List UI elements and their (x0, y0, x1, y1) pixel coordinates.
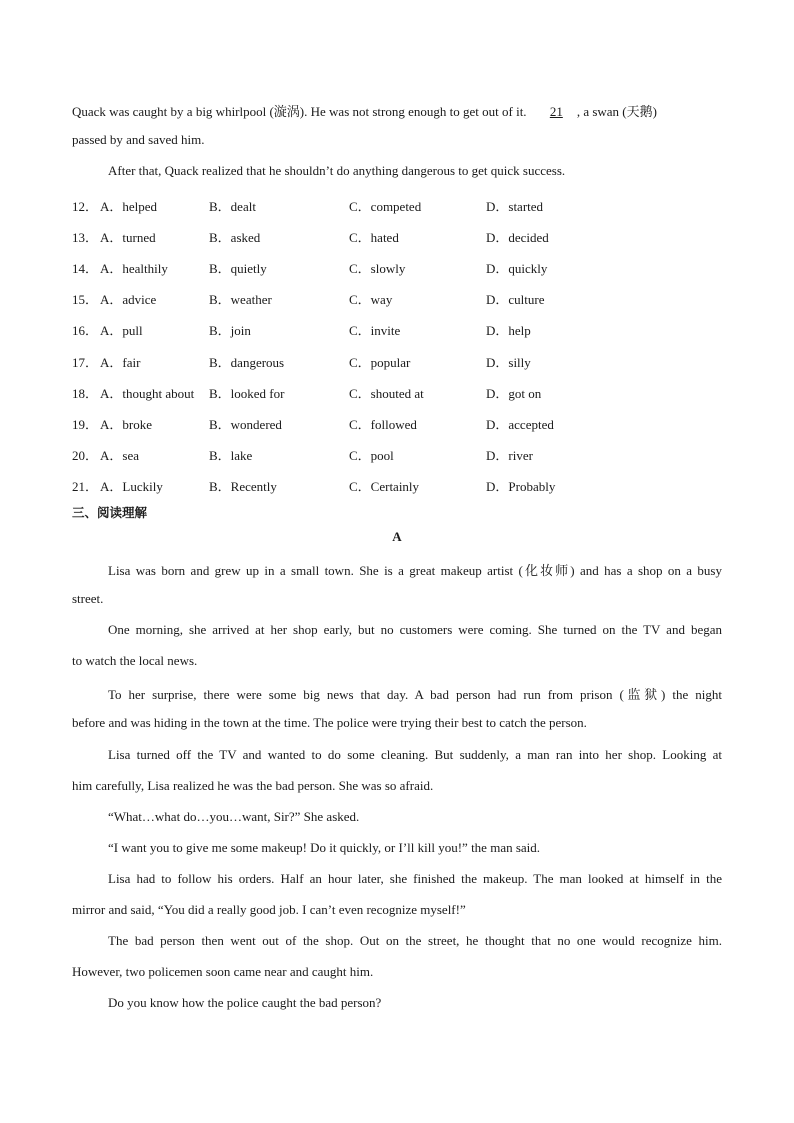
option-d: D．started (486, 199, 544, 214)
option-a: A．fair (100, 355, 141, 370)
option-c: C．followed (349, 417, 417, 432)
option-c: C．way (349, 292, 393, 307)
option-b: B．looked for (209, 386, 285, 401)
option-c: C．Certainly (349, 479, 420, 494)
paragraph-8-line-1: The bad person then went out of the shop. Out on the street, he thought that no one would recognize him. (108, 933, 722, 948)
paragraph-5: “What…what do…you…want, Sir?” She asked. (108, 809, 360, 824)
option-b: B．lake (209, 448, 253, 463)
paragraph-1-line-2: street. (72, 591, 104, 606)
paragraph-8-line-2: However, two policemen soon came near and caught him. (72, 964, 374, 979)
question-number: 15． (72, 292, 99, 307)
question-number: 18． (72, 386, 99, 401)
option-c: C．hated (349, 230, 399, 245)
story-line-3: After that, Quack realized that he shouldn’t do anything dangerous to get quick success. (108, 163, 566, 178)
option-c: C．popular (349, 355, 411, 370)
option-a: A．advice (100, 292, 157, 307)
story-line-2: passed by and saved him. (72, 132, 205, 147)
section-title: 三、阅读理解 (72, 505, 148, 520)
paragraph-4-line-2: him carefully, Lisa realized he was the bad person. She was so afraid. (72, 778, 434, 793)
option-a: A．turned (100, 230, 156, 245)
question-number: 12． (72, 199, 99, 214)
paragraph-6: “I want you to give me some makeup! Do it quickly, or I’ll kill you!” the man said. (108, 840, 541, 855)
question-number: 16． (72, 323, 99, 338)
option-d: D．got on (486, 386, 542, 401)
option-c: C．slowly (349, 261, 406, 276)
option-c: C．competed (349, 199, 422, 214)
paragraph-7-line-1: Lisa had to follow his orders. Half an hour later, she finished the makeup. The man looked at himself in the (108, 871, 722, 886)
question-number: 19． (72, 417, 99, 432)
option-c: C．invite (349, 323, 401, 338)
paragraph-2-line-1: One morning, she arrived at her shop early, but no customers were coming. She turned on the TV and began (108, 622, 722, 637)
option-a: A．pull (100, 323, 143, 338)
option-a: A．Luckily (100, 479, 163, 494)
option-b: B．dealt (209, 199, 256, 214)
story-line-1-text: Quack was caught by a big whirlpool (漩涡). He was not strong enough to get out of it. (72, 104, 527, 119)
paragraph-3-line-1: To her surprise, there were some big news that day. A bad person had run from prison (监狱) the night (108, 687, 722, 702)
question-number: 17． (72, 355, 99, 370)
option-d: D．river (486, 448, 533, 463)
passage-label: A (392, 529, 402, 544)
paragraph-1-line-1: Lisa was born and grew up in a small town. She is a great makeup artist (化妆师) and has a shop on a busy (108, 563, 722, 578)
option-d: D．silly (486, 355, 531, 370)
option-d: D．Probably (486, 479, 556, 494)
option-d: D．decided (486, 230, 549, 245)
option-a: A．healthily (100, 261, 168, 276)
option-b: B．asked (209, 230, 261, 245)
option-d: D．help (486, 323, 531, 338)
question-number: 20． (72, 448, 99, 463)
option-b: B．dangerous (209, 355, 285, 370)
option-a: A．helped (100, 199, 158, 214)
option-b: B．wondered (209, 417, 282, 432)
option-b: B．join (209, 323, 251, 338)
option-a: A．broke (100, 417, 152, 432)
paragraph-9: Do you know how the police caught the bad person? (108, 995, 382, 1010)
question-number: 13． (72, 230, 99, 245)
paragraph-3-line-2: before and was hiding in the town at the time. The police were trying their best to catch the person. (72, 715, 587, 730)
option-d: D．quickly (486, 261, 548, 276)
question-number: 21． (72, 479, 99, 494)
option-a: A．thought about (100, 386, 195, 401)
story-line-1-end: , a swan (天鹅) (576, 104, 657, 119)
story-line-1 (72, 101, 657, 120)
question-number: 14． (72, 261, 99, 276)
option-d: D．culture (486, 292, 545, 307)
option-b: B．weather (209, 292, 272, 307)
paragraph-4-line-1: Lisa turned off the TV and wanted to do some cleaning. But suddenly, a man ran into her shop. Looking at (108, 747, 722, 762)
option-d: D．accepted (486, 417, 554, 432)
option-b: B．Recently (209, 479, 277, 494)
option-c: C．pool (349, 448, 394, 463)
blank-21: 21 (549, 104, 563, 119)
paragraph-2-line-2: to watch the local news. (72, 653, 198, 668)
option-a: A．sea (100, 448, 139, 463)
option-c: C．shouted at (349, 386, 424, 401)
paragraph-7-line-2: mirror and said, “You did a really good job. I can’t even recognize myself!” (72, 902, 466, 917)
option-b: B．quietly (209, 261, 267, 276)
